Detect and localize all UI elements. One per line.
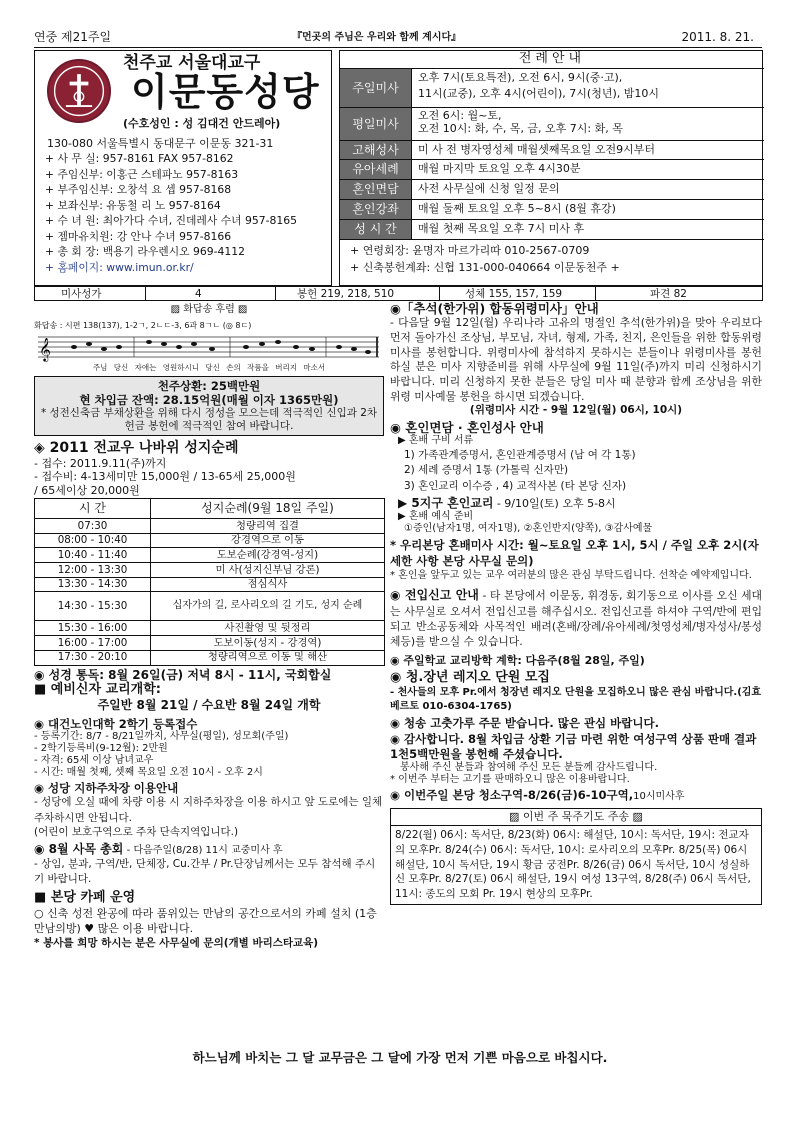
schedule-key: 평일미사	[340, 108, 412, 140]
table-cell: 도보순례(강경역-성지)	[151, 548, 385, 563]
left-column	[34, 301, 384, 950]
table-row	[35, 533, 385, 548]
parking-line: (어린이 보호구역으로 주차 단속지역입니다.)	[34, 825, 239, 838]
chant-title: ▨ 화답송 후렴 ▨	[170, 304, 248, 315]
cleanup-tail: 10시미사후	[633, 791, 685, 803]
table-cell: 십자가의 길, 로사리오의 길 기도, 성지 순례	[151, 592, 385, 621]
rosary-box	[390, 808, 762, 905]
schedule-row-weekday-mass	[340, 108, 764, 141]
contact-assistant-priest: + 보좌신부: 유동철 리 노 957-8164	[45, 198, 221, 212]
right-column	[390, 301, 762, 905]
district-date: - 9/10일(토) 오후 5-8시	[496, 496, 616, 510]
table-cell: 14:30 - 15:30	[35, 592, 151, 621]
table-row	[35, 650, 385, 665]
pilgrimage-table	[34, 498, 385, 666]
table-row	[35, 592, 385, 621]
table-cell: 16:00 - 17:00	[35, 636, 151, 651]
hymn-entrance: 4	[195, 288, 202, 300]
building-note: * 성전신축금 부채상환을 위해 다시 정성을 모으는데 적극적인 신입과 2차헌금 봉헌에 적극적인 참여 바랍니다.	[40, 407, 378, 432]
patron-saint: (수호성인 : 성 김대건 안드레아)	[123, 117, 281, 130]
week-label: 연중 제21주일	[34, 30, 112, 44]
chant-caption: 화답송 : 시편 138(137), 1-2ㄱ, 2ㄴㄷ-3, 6과 8ㄱㄴ (◎ 8ㄷ)	[34, 321, 252, 331]
schedule-value: 미 사 전 병자영성체 매월셋째목요일 오전9시부터	[418, 143, 655, 156]
chant-staff	[34, 331, 384, 363]
council-heading	[34, 842, 384, 857]
table-cell: 도보이동(성지 - 강경역)	[151, 636, 385, 651]
hymn-communion: 성체 155, 157, 159	[465, 288, 563, 300]
table-header	[35, 499, 385, 519]
parish-name: 이문동성당	[131, 70, 320, 114]
schedule-row-marriage-consult	[340, 180, 764, 200]
table-cell: 15:30 - 16:00	[35, 621, 151, 636]
move-title: ◉ 전입신고 안내	[390, 587, 479, 602]
schedule-value: 사전 사무실에 신청 일정 문의	[418, 182, 560, 195]
catechumen-title: ■ 예비신자 교리개학:	[34, 682, 161, 698]
diocese-name: 천주교 서울대교구	[123, 53, 261, 73]
chuseok-time: (위령미사 시간 - 9월 12일(월) 06시, 10시)	[469, 404, 683, 417]
table-row	[35, 563, 385, 578]
marriage-docs	[404, 448, 762, 495]
move-text: - 타 본당에서 이문동, 휘경동, 회기동으로 이사를 오신 세대는 사무실로 오셔서 전입신고를 해주십시오. 전입신고를 하셔야 구역/반에 편입되고 반소공동체와 사목적인 배려(혼배/장례/유아세례/첫영성체/병자성사/봉성체등)를 받으실 수 있습니다.	[390, 588, 762, 649]
marriage-doc: 2) 세례 증명서 1통 (가톨릭 신자만)	[404, 464, 569, 477]
senior-line: - 등록기간: 8/7 - 8/21일까지, 사무실(평일), 성모회(주일)	[34, 730, 289, 742]
table-header-cell: 성지순례(9월 18일 주일)	[151, 499, 385, 519]
table-header-cell: 시 간	[35, 499, 151, 519]
chuseok-text: - 다음달 9월 12일(월) 우리나라 고유의 명절인 추석(한가위)을 맞아 우리보다 먼저 돌아가신 조상님, 부모님, 자녀, 형제, 가족, 친지, 은인들을 위한 합동위령미사를 봉헌합니다. 위령미사에 참석하지 못하시는 분들이나 위령미사를 봉헌 하실 분은 미사 지향준비를 위해 사무실에 9월 11일(주)까지 미리 신청하시기 바랍니다. 미리 신청하지 못한 분들은 당일 미사 때 분향과 함께 조상님을 위한 위령 미사예물 봉헌을 하시면 되겠습니다.	[390, 316, 762, 403]
schedule-title: 전례안내	[340, 51, 764, 69]
parish-logo-icon	[47, 59, 111, 123]
funeral-committee: + 연령회장: 윤명자 마르가리따 010-2567-0709	[350, 244, 590, 257]
marriage-doc: 3) 혼인교리 이수증 , 4) 교적사본 (타 본당 신자)	[404, 480, 627, 493]
liturgy-schedule	[339, 50, 763, 286]
wedding-time: * 우리본당 혼배미사 시간: 월~토요일 오후 1시, 5시 / 주일 오후 2시(자세한 사항 본당 사무실 문의)	[390, 537, 759, 569]
table-cell: 강경역으로 이동	[151, 533, 385, 548]
contact-pastor: + 주임신부: 이홍근 스테파노 957-8163	[45, 167, 239, 181]
move-in-notice	[390, 587, 762, 650]
legio-text: - 천사들의 모후 Pr.에서 청장년 레지오 단원을 모집하오니 많은 관심 바랍니다.(김효베르토 010-6304-1765)	[390, 686, 762, 712]
bible-reading: ◉ 성경 통독: 8월 26일(금) 저녁 8시 - 11시, 국회합실	[34, 667, 332, 682]
table-cell: 13:30 - 14:30	[35, 577, 151, 592]
legio-title: ◉ 청.장년 레지오 단원 모집	[390, 670, 550, 686]
sales-notice: * 이번주 부터는 고기를 판매하오니 많은 이용바랍니다.	[390, 773, 630, 785]
parking-title: ◉ 성당 지하주차장 이용안내	[34, 781, 179, 796]
council-sub: - 다음주일(8/28) 11시 교중미사 후	[126, 844, 283, 856]
marriage-title: ◉ 혼인면담 · 혼인성사 안내	[390, 420, 544, 436]
council-line: - 상임, 분과, 구역/반, 단체장, Cu.간부 / Pr.단장님께서는 모두 참석해 주시기 바랍니다.	[34, 857, 376, 885]
schedule-value	[418, 109, 760, 136]
table-row	[35, 519, 385, 534]
schedule-row-holy-hour	[340, 220, 764, 240]
council-title: ◉ 8월 사목 총회	[34, 841, 124, 856]
contact-associate-pastor: + 부주임신부: 오창석 요 셉 957-8168	[45, 183, 232, 196]
building-balance: 현 차입금 잔액: 28.15억원(매월 이자 1365만원)	[79, 393, 339, 408]
address: 130-080 서울특별시 동대문구 이문동 321-31	[47, 137, 274, 150]
cleanup-notice	[390, 788, 762, 803]
contact-kindergarten: + 젬마유치원: 강 안나 수녀 957-8166	[45, 229, 232, 243]
marriage-doc: 1) 가족관계증명서, 혼인관계증명서 (남 여 각 1통)	[404, 448, 636, 461]
table-row	[35, 636, 385, 651]
table-cell: 12:00 - 13:30	[35, 563, 151, 578]
schedule-key: 유아세례	[340, 160, 412, 179]
contact-office: + 사 무 실: 957-8161 FAX 957-8162	[45, 152, 234, 165]
district-title: ▶ 5지구 혼인교리	[398, 495, 494, 510]
schedule-line: 11시(교중), 오후 4시(어린이), 7시(청년), 밤10시	[418, 87, 659, 101]
hymn-bar	[34, 286, 763, 301]
footer-message: 하느님께 바치는 그 달 교무금은 그 달에 가장 먼저 기쁜 마음으로 바칩시다.	[192, 1050, 608, 1065]
table-cell: 17:30 - 20:10	[35, 650, 151, 665]
senior-line: - 2학기등록비(9-12월): 2만원	[34, 742, 168, 754]
senior-college-title: ◉ 대건노인대학 2학기 등록접수	[34, 716, 198, 731]
schedule-key: 주일미사	[340, 69, 412, 107]
chant-lyrics: 주님 당신 자애는 영원하시니 당신 손의 작품을 버리지 마소서	[92, 362, 326, 372]
table-row	[35, 548, 385, 563]
thanks-title: ◉ 감사합니다. 8월 차입금 상환 기금 마련 위한 여성구역 상품 판매 결과 1천5백만원을 봉헌해 주셨습니다.	[390, 731, 757, 761]
pilgrimage-fee: - 접수비: 4-13세미만 15,000원 / 13-65세 25,000원	[34, 470, 296, 484]
table-cell: 08:00 - 10:40	[35, 533, 151, 548]
schedule-line: 오전 10시: 화, 수, 목, 금, 오후 7시: 화, 목	[418, 122, 623, 136]
schedule-value	[418, 71, 760, 101]
pilgrimage-fee-senior: / 65세이상 20,000원	[34, 483, 140, 497]
contact-list	[45, 151, 297, 275]
top-bar	[34, 30, 762, 48]
homepage-link[interactable]: + 홈페이지: www.imun.or.kr/	[45, 260, 194, 274]
district-heading	[398, 496, 762, 511]
cleanup-title: ◉ 이번주일 본당 청소구역-8/26(금)6-10구역,	[390, 788, 634, 803]
contact-homepage	[45, 260, 297, 276]
building-fund-box	[34, 376, 384, 436]
contact-president: + 총 회 장: 백용기 라우렌시오 969-4112	[45, 245, 245, 258]
catechumen-info: 주일반 8월 21일 / 수요반 8월 24일 개학	[97, 697, 321, 712]
table-row	[35, 577, 385, 592]
building-account: + 신축봉헌계좌: 신협 131-000-040664 이문동천주 +	[350, 261, 620, 274]
parking-line: - 성당에 오실 때에 차량 이용 시 지하주차장을 이용 하시고 앞 도로에는 일체 주차하시면 안됩니다.	[34, 796, 383, 824]
table-cell: 점심식사	[151, 577, 385, 592]
table-cell: 10:40 - 11:40	[35, 548, 151, 563]
rosary-title: ▨ 이번 주 묵주기도 주송 ▨	[391, 809, 761, 825]
table-cell: 미 사(성지신부님 강론)	[151, 563, 385, 578]
hymn-label: 미사성가	[61, 288, 102, 300]
pilgrimage-reg: - 접수: 2011.9.11(주)까지	[34, 456, 167, 470]
issue-date: 2011. 8. 21.	[681, 30, 754, 44]
thanks-text: 봉사해 주신 분들과 참여해 주신 모든 분들께 감사드립니다.	[400, 761, 658, 773]
music-staff-icon	[34, 331, 384, 363]
schedule-line: 오전 6시: 월~토,	[418, 109, 502, 122]
chuseok-title: ◉「추석(한가위) 합동위령미사」안내	[390, 301, 599, 316]
rosary-text: 8/22(월) 06시: 독서단, 8/23(화) 06시: 해설단, 10시: 독서단, 19시: 전교자의 모후Pr. 8/24(수) 06시: 독서단, 10시: 로사리오의 모후Pr. 8/25(목) 06시 해설단, 10시 독서단, 19시 황금 궁전Pr. 8/26(금) 06시 독서단, 10시 성실하신 모후Pr. 8/27(토) 06시 해설단, 19시 여성 13구역, 8/28(주) 06시 독서단, 11시: 종도의 모회 Pr. 19시 현상의 모후Pr.	[395, 828, 751, 901]
schedule-row-confession	[340, 141, 764, 160]
table-cell: 청량리역으로 이동 및 해산	[151, 650, 385, 665]
wedding-note: * 혼인을 앞두고 있는 교우 여러분의 많은 관심 부탁드립니다. 선착순 예약제입니다.	[390, 570, 752, 582]
table-cell: 07:30	[35, 519, 151, 534]
ceremony-items: ①증인(남자1명, 여자1명), ②혼인반지(양쪽), ③감사예물	[404, 522, 653, 534]
hymn-offertory: 봉헌 219, 218, 510	[297, 288, 395, 300]
schedule-key: 성 시 간	[340, 220, 412, 239]
table-cell: 사진촬영 및 뒷정리	[151, 621, 385, 636]
schedule-key: 혼인면담	[340, 180, 412, 199]
order-notice: ◉ 청송 고춧가루 주문 받습니다. 많은 관심 바랍니다.	[390, 715, 659, 730]
motto: 『먼곳의 주님은 우리와 함께 계시다』	[292, 32, 462, 43]
schedule-key: 고해성사	[340, 141, 412, 159]
schedule-key: 혼인강좌	[340, 200, 412, 219]
parish-header	[34, 50, 332, 286]
schedule-value: 매월 마지막 토요일 오후 4시30분	[418, 162, 581, 175]
schedule-row-marriage-class	[340, 200, 764, 220]
schedule-row-infant-baptism	[340, 160, 764, 180]
marriage-docs-head: ▶ 혼배 구비 서류	[398, 435, 474, 447]
pilgrimage-title: ◈ 2011 전교우 나바위 성지순례	[34, 439, 239, 456]
table-row	[35, 621, 385, 636]
schedule-line: 오후 7시(토요특전), 오전 6시, 9시(중·고),	[418, 71, 623, 84]
schedule-row-sunday-mass	[340, 69, 764, 108]
schedule-value: 매월 첫째 목요일 오후 7시 미사 후	[418, 222, 585, 235]
table-cell: 청량리역 집결	[151, 519, 385, 534]
contact-convent: + 수 녀 원: 최아가다 수녀, 진데레사 수녀 957-8165	[45, 214, 297, 227]
sunday-school: ◉ 주일학교 교리방학 계학: 다음주(8월 28일, 주일)	[390, 653, 645, 667]
hymn-recessional: 파견 82	[650, 288, 687, 300]
cafe-line: ○ 신축 성전 완공에 따라 품위있는 만남의 공간으로서의 카페 설치 (1층 만남의방) ♥ 많은 이용 바랍니다.	[34, 907, 377, 936]
building-repaid: 천주상환: 25백만원	[157, 379, 261, 394]
svg-text:𝄞: 𝄞	[39, 336, 51, 361]
schedule-value: 매월 둘째 토요일 오후 5~8시 (8월 휴강)	[418, 202, 616, 215]
senior-line: - 자격: 65세 이상 남녀교우	[34, 755, 154, 766]
ceremony-head: ▶ 혼배 예식 준비	[398, 510, 474, 522]
cafe-title: ■ 본당 카페 운영	[34, 890, 136, 906]
cafe-line: * 봉사를 희망 하시는 분은 사무실에 문의(개별 바리스타교육)	[34, 936, 319, 949]
senior-line: - 시간: 매월 첫째, 셋째 목요일 오전 10시 - 오후 2시	[34, 767, 263, 779]
